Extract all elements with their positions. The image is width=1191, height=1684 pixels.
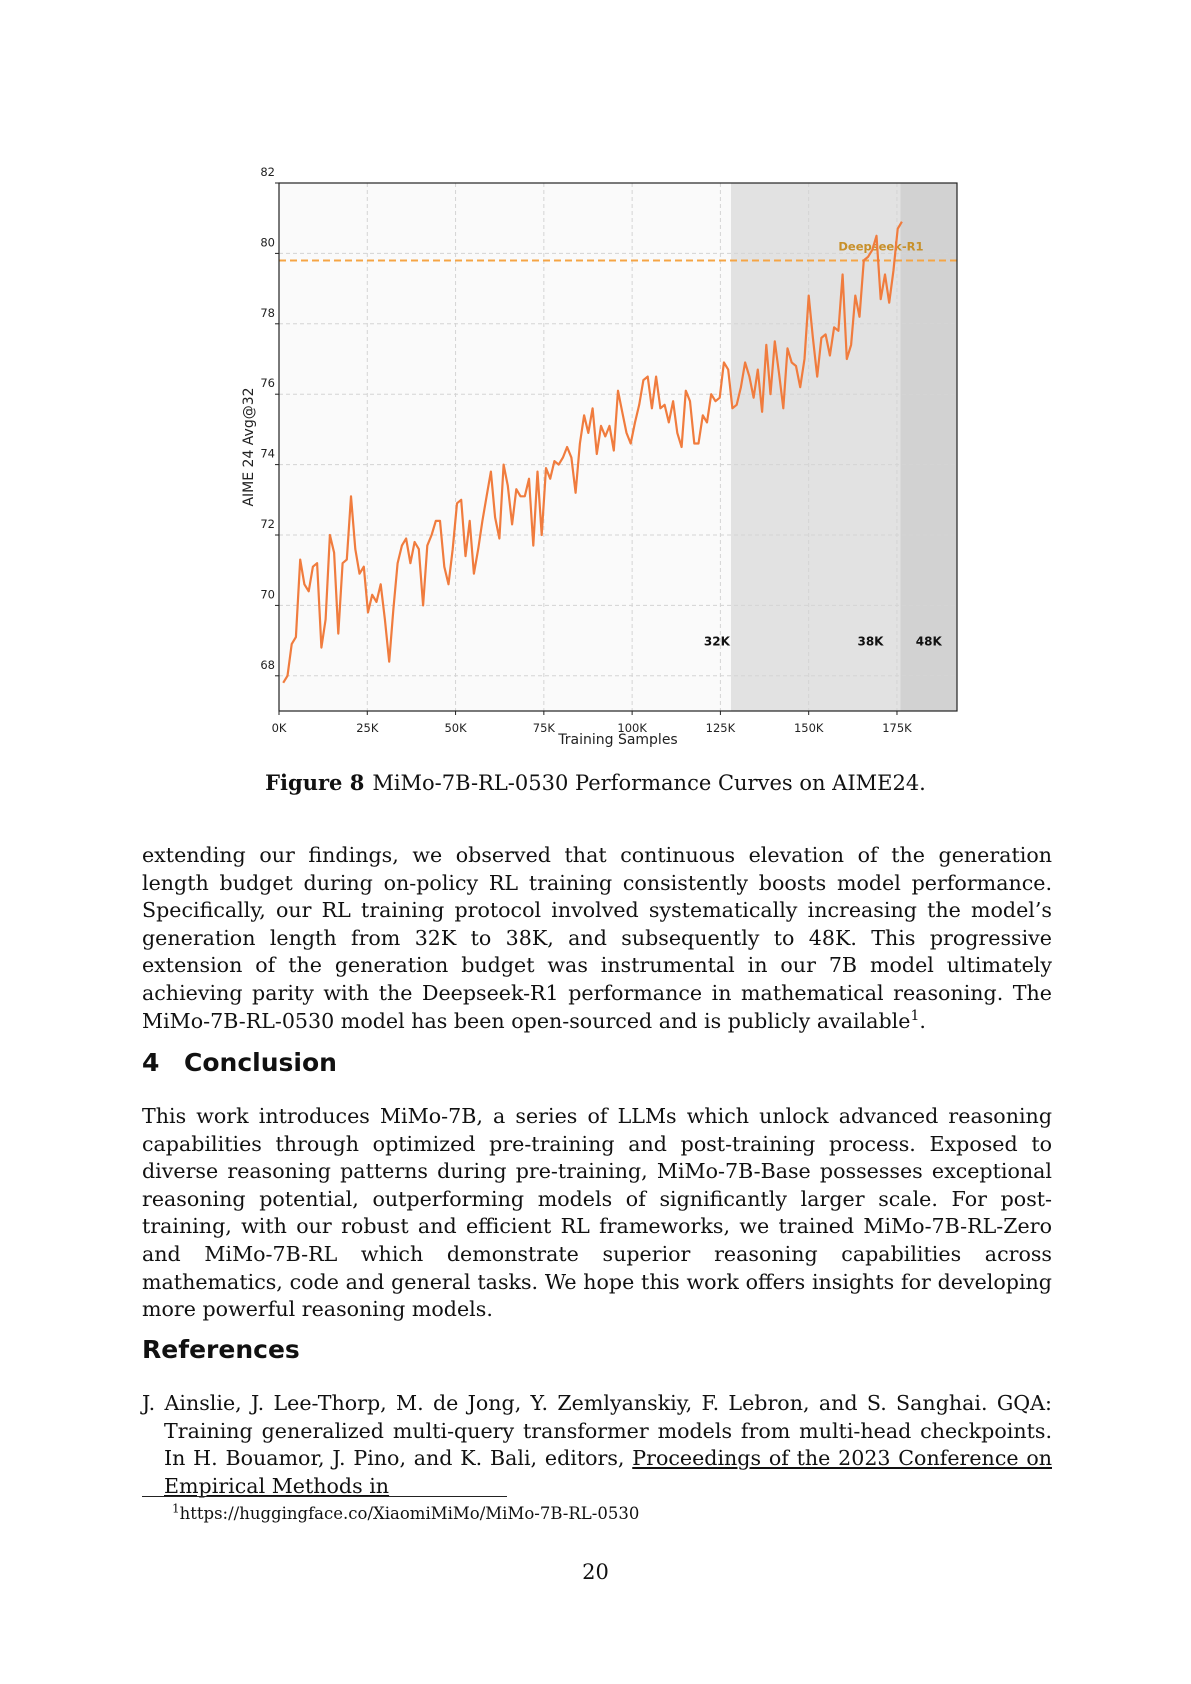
figure-caption (0, 770, 1191, 796)
x-tick-label: 150K (793, 721, 824, 735)
paragraph-continuation-end: . (919, 1008, 926, 1033)
paragraph-continuation-text: extending our findings, we observed that continuous elevation of the generation length budget during on-policy RL training consistently boosts model performance. Specifically, our RL training protocol involved systematically increasing the model’s generation length from 32K to 38K, and subsequently to 48K. This progressive extension of the generation budget was instrumental in our 7B model ultimately achieving parity with the Deepseek-R1 performance in mathematical reasoning. The MiMo-7B-RL-0530 model has been open-sourced and is publicly available (142, 843, 1052, 1033)
y-tick-label: 72 (260, 517, 275, 531)
x-axis-label: Training Samples (558, 732, 678, 748)
region-38k (731, 183, 901, 711)
figure-caption-text: MiMo-7B-RL-0530 Performance Curves on AIME24. (372, 771, 926, 795)
reference-entry (142, 1390, 1052, 1500)
footnote-number: 1 (172, 1501, 180, 1516)
region-label-48k: 48K (915, 634, 942, 649)
references-heading: References (142, 1335, 300, 1364)
figure-8 (0, 0, 1191, 770)
y-tick-label: 76 (260, 376, 275, 391)
region-label-38k: 38K (857, 634, 884, 649)
x-tick-label: 125K (705, 721, 736, 735)
region-label-32k: 32K (703, 634, 730, 649)
x-tick-label: 0K (271, 721, 287, 735)
y-tick-label: 80 (260, 235, 275, 250)
section-number: 4 (142, 1048, 160, 1077)
x-tick-label: 100K (617, 721, 647, 735)
x-tick-label: 175K (882, 721, 912, 735)
footnote-mark[interactable]: 1 (910, 1007, 920, 1024)
paragraph-continuation (142, 842, 1052, 1035)
footnote-rule (142, 1496, 507, 1497)
reference-venue-link[interactable]: Proceedings of the 2023 Conference on Empirical Methods in (164, 1446, 1052, 1498)
deepseek-r1-label: Deepseek-R1 (838, 239, 924, 254)
y-tick-label: 82 (260, 165, 275, 179)
page-number: 20 (582, 1560, 609, 1584)
x-tick-label: 25K (356, 721, 379, 735)
y-tick-label: 78 (260, 305, 275, 320)
section-title: Conclusion (184, 1048, 337, 1077)
y-tick-label: 70 (260, 587, 275, 602)
region-48k (901, 183, 958, 711)
aime24-chart (0, 0, 1191, 770)
x-tick-label: 75K (532, 721, 555, 735)
figure-caption-label: Figure 8 (265, 770, 365, 795)
footnote (172, 1503, 639, 1525)
section-heading-conclusion (142, 1048, 337, 1077)
y-tick-label: 74 (260, 446, 275, 461)
footnote-url[interactable]: https://huggingface.co/XiaomiMiMo/MiMo-7B-RL-0530 (179, 1504, 640, 1523)
x-tick-label: 50K (444, 721, 467, 735)
conclusion-paragraph: This work introduces MiMo-7B, a series of LLMs which unlock advanced reasoning capabilities through optimized pre-training and post-training process. Exposed to diverse reasoning patterns during pre-training, MiMo-7B-Base possesses exceptional reasoning potential, outperforming models of significantly larger scale. For post-training, with our robust and efficient RL frameworks, we trained MiMo-7B-RL-Zero and MiMo-7B-RL which demonstrate superior reasoning capabilities across mathematics, code and general tasks. We hope this work offers insights for developing more powerful reasoning models. (142, 1104, 1052, 1322)
y-tick-label: 68 (260, 657, 275, 672)
y-axis-label: AIME 24 Avg@32 (241, 387, 257, 507)
reference-text: J. Ainslie, J. Lee-Thorp, M. de Jong, Y. Zemlyanskiy, F. Lebron, and S. Sanghai. GQA: Training generalized multi-query transformer models from multi-head checkpoints. In H. Bouamor, J. Pino, and K. Bali, editors, (142, 1391, 1052, 1471)
